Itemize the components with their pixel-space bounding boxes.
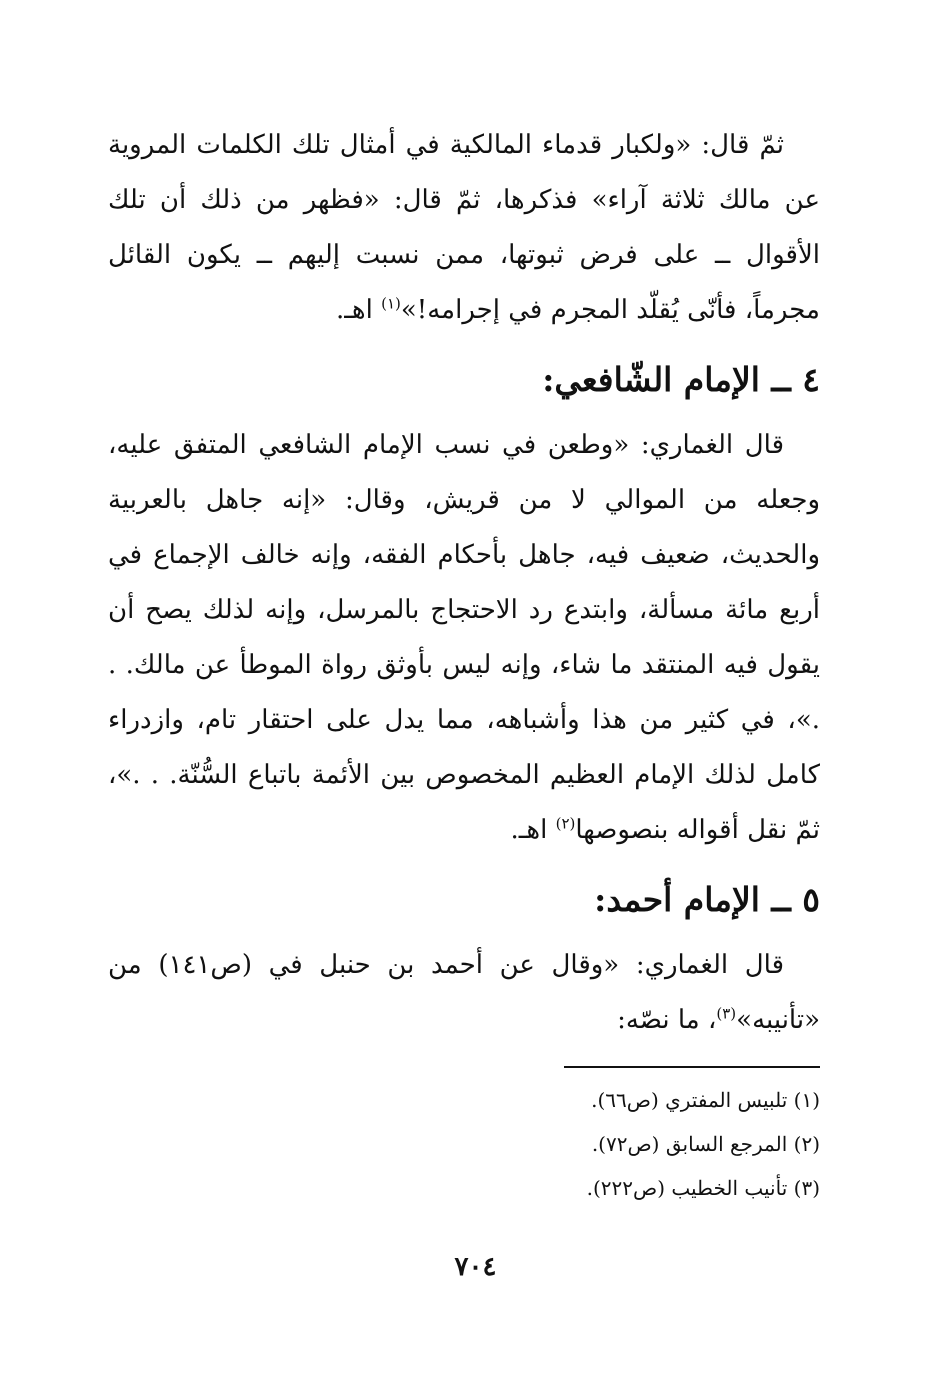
page-body	[108, 118, 820, 1358]
paragraph-maliki-opinions	[108, 118, 820, 338]
heading-imam-shafii: ٤ ــ الإمام الشّافعي:	[542, 360, 820, 399]
paragraph-tail: اهـ.	[336, 295, 382, 325]
footnote-item: (٣) تأنيب الخطيب (ص٢٢٢).	[586, 1176, 820, 1200]
paragraph-ahmad	[108, 938, 820, 1048]
footnote-ref-3[interactable]: (٣)	[716, 1004, 737, 1023]
footnote-item: (٢) المرجع السابق (ص٧٢).	[591, 1132, 820, 1156]
paragraph-shafii	[108, 418, 820, 858]
footnotes-list	[108, 1078, 820, 1210]
paragraph-tail: ، ما نصّه:	[617, 1005, 717, 1035]
paragraph-text: قال الغماري: «وقال عن أحمد بن حنبل في (ص١٤١) من «تأنيبه»	[108, 950, 820, 1035]
paragraph-tail: اهـ.	[510, 815, 556, 845]
footnote-ref-2[interactable]: (٢)	[555, 814, 576, 833]
heading-imam-ahmad: ٥ ــ الإمام أحمد:	[594, 880, 820, 919]
footnote-ref-1[interactable]: (١)	[381, 294, 401, 313]
footnote-item: (١) تلبيس المفتري (ص٦٦).	[591, 1088, 820, 1112]
footnote-divider	[564, 1066, 820, 1068]
page-number: ٧٠٤	[454, 1252, 497, 1282]
paragraph-text: قال الغماري: «وطعن في نسب الإمام الشافعي المتفق عليه، وجعله من الموالي لا من قريش، وقال: «إنه جاهل بالعربية والحديث، ضعيف فيه، جاهل بأحكام الفقه، وإنه خالف الإجماع في أربع مائة مسألة، وابتدع رد الاحتجاج بالمرسل، وإنه لذلك يصح أن يقول فيه المنتقد ما شاء، وإنه ليس بأوثق رواة الموطأ عن مالك. . .»، في كثير من هذا وأشباهه، مما يدل على احتقار تام، وازدراء كامل لذلك الإمام العظيم المخصوص بين الأئمة باتباع السُّنّة. . .»، ثمّ نقل أقواله بنصوصها	[108, 430, 820, 845]
paragraph-text: ثمّ قال: «ولكبار قدماء المالكية في أمثال تلك الكلمات المروية عن مالك ثلاثة آراء» فذكرها، ثمّ قال: «فظهر من ذلك أن تلك الأقوال ــ على فرض ثبوتها، ممن نسبت إليهم ــ يكون القائل مجرماً، فأنّى يُقلّد المجرم في إجرامه!»	[108, 130, 820, 325]
